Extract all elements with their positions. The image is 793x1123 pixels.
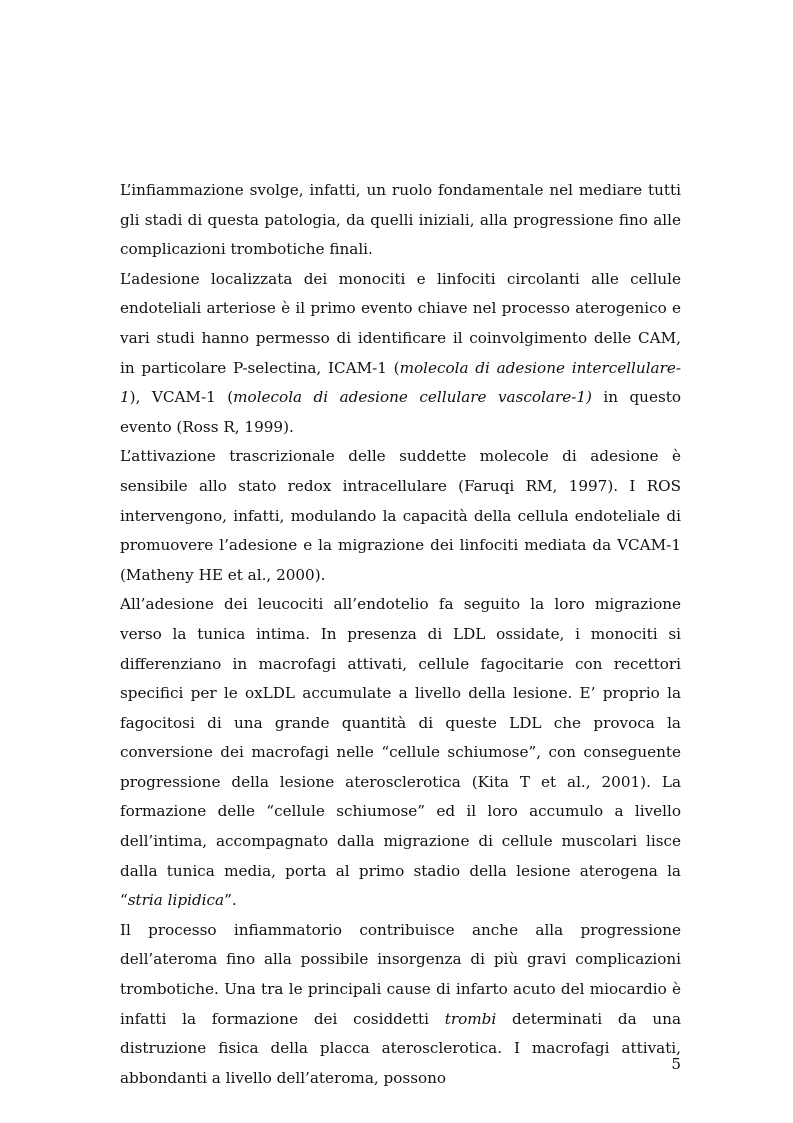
- paragraph-foam-cells: [120, 590, 681, 916]
- text-run: Il processo infiammatorio contribuisce anche alla progressione dell’ateroma fino alla possibile insorgenza di più gravi complicazioni trombotiche. Una tra le principali cause di infarto acuto del miocardio è infatti la formazione dei cosiddetti: [120, 920, 681, 1028]
- text-run: All’adesione dei leucociti all’endotelio fa seguito la loro migrazione verso la tunica intima. In presenza di LDL ossidate, i monociti si differenziano in macrofagi attivati, cellule fagocitarie con recettori specifici per le oxLDL accumulate a livello della lesione. E’ proprio la fagocitosi di una grande quantità di queste LDL che provoca la conversione dei macrofagi nelle “cellule schiumose”, con conseguente progressione della lesione aterosclerotica (Kita T et al., 2001). La formazione delle “cellule schiumose” ed il loro accumulo a livello dell’intima, accompagnato dalla migrazione di cellule muscolari lisce dalla tunica media, porta al primo stadio della lesione aterogena la “: [120, 595, 681, 910]
- text-run: L’adesione localizzata dei monociti e linfociti circolanti alle cellule endoteliali arteriose è il primo evento chiave nel processo aterogenico e vari studi hanno permesso di identificare il coinvolgimento delle CAM, in particolare P-selectina, ICAM-1 (: [120, 269, 681, 377]
- paragraph-transcriptional-activation: [120, 442, 681, 590]
- italic-run: molecola di adesione cellulare vascolare-1): [233, 388, 592, 407]
- paragraph-thrombotic-complications: [120, 916, 681, 1094]
- body-text: [120, 176, 681, 1093]
- page-number: 5: [671, 1055, 681, 1073]
- italic-run: stria lipidica: [127, 891, 225, 910]
- paragraph-adhesion-cam: [120, 265, 681, 443]
- text-run: determinati da una distruzione fisica della placca aterosclerotica. I macrofagi attivati, abbondanti a livello dell’ateroma, possono: [120, 1009, 682, 1087]
- text-run: ”.: [224, 891, 237, 910]
- text-run: L’attivazione trascrizionale delle suddette molecole di adesione è sensibile allo stato redox intracellulare (Faruqi RM, 1997). I ROS intervengono, infatti, modulando la capacità della cellula endoteliale di promuovere l’adesione e la migrazione dei linfociti mediata da VCAM-1 (Matheny HE et al., 2000).: [120, 447, 681, 584]
- italic-run: molecola di adesione intercellulare-1: [120, 358, 681, 407]
- text-run: ), VCAM-1 (: [129, 388, 234, 407]
- text-run: in questo evento (Ross R, 1999).: [120, 388, 681, 436]
- text-run: L’infiammazione svolge, infatti, un ruolo fondamentale nel mediare tutti gli stadi di questa patologia, da quelli iniziali, alla progressione fino alle complicazioni trombotiche finali.: [120, 181, 681, 259]
- italic-run: trombi: [444, 1009, 497, 1028]
- paragraph-inflammation-role: [120, 176, 681, 265]
